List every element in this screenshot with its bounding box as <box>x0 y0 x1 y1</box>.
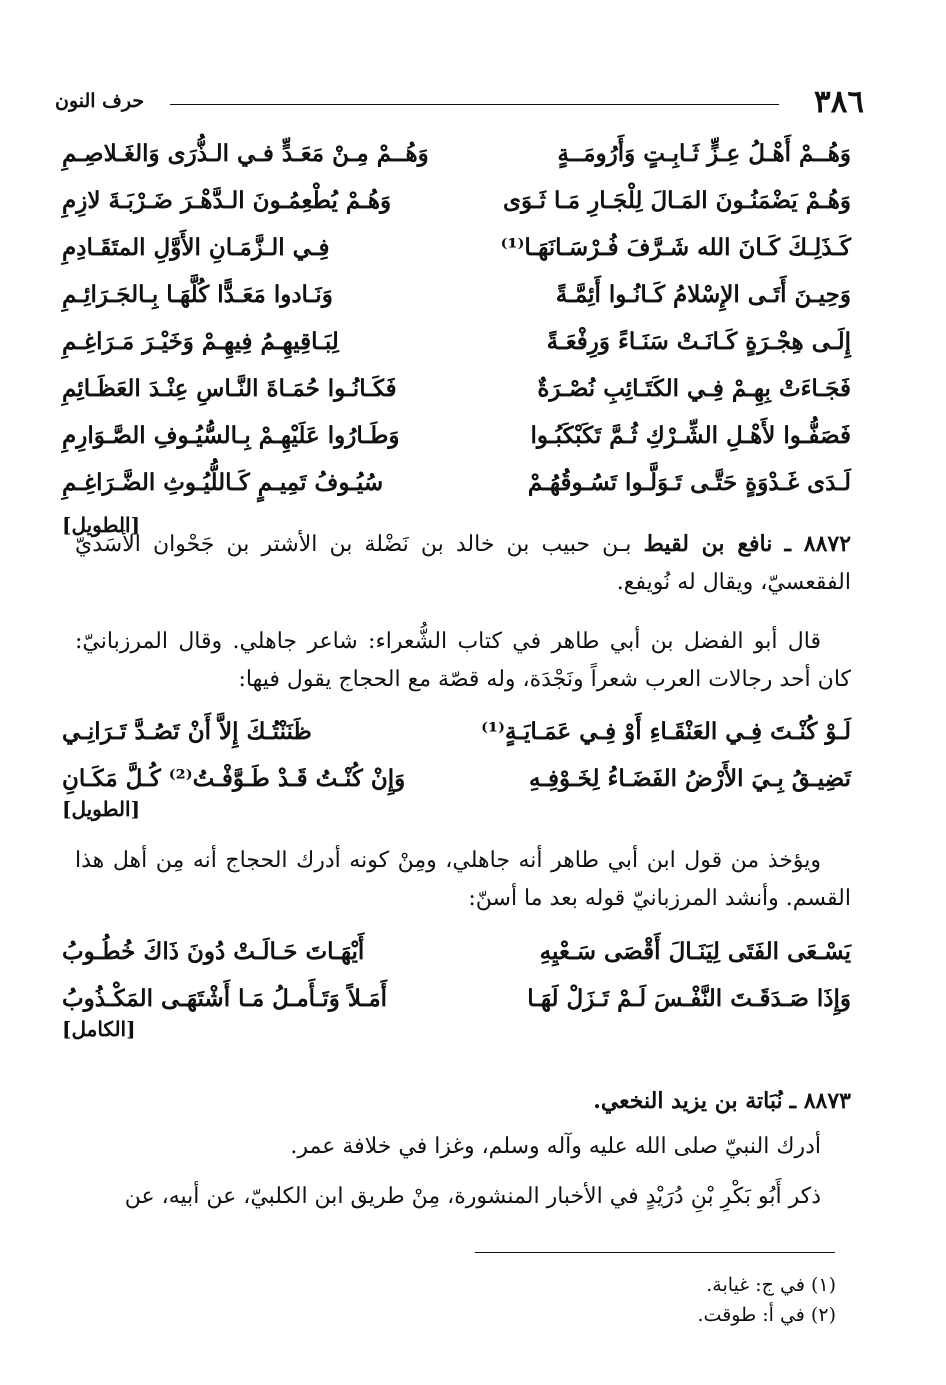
paragraph: ويؤخذ من قول ابن أبي طاهر أنه جاهلي، ومِنْ كونه أدرك الحجاج أنه مِن أهل هذا القسم. وأنشد المرزبانيّ قوله بعد ما أسنّ: <box>75 848 851 911</box>
poem-meter: [الكامل] <box>62 1017 136 1041</box>
verse <box>62 177 851 224</box>
paragraph: ذكر أَبُو بَكْرِ بْنِ دُرَيْدٍ في الأخبار المنشورة، مِنْ طريق ابن الكلبيّ، عن أبيه، عن <box>124 1184 821 1209</box>
hemistich-second: وَنَـادوا مَعَـدًّا كُلَّهَـا بِـالجَـرَائِـمِ <box>62 281 333 308</box>
hemistich-first: لَـوْ كُنْـتَ فِـي العَنْقَـاءِ أَوْ فِـي عَمَـايَـةٍ⁽¹⁾ <box>481 718 851 745</box>
poem-1 <box>62 130 851 537</box>
paragraph: أدرك النبيّ صلى الله عليه وآله وسلم، وغزا في خلافة عمر. <box>290 1134 821 1159</box>
poem-3 <box>62 928 851 1041</box>
footnotes <box>698 1270 837 1330</box>
entry-lineage: بـن حبيب بن خالد بن نَضْلة بن الأشتر بن جَحْوان الأسَديّ الفقعسيّ، ويقال له نُويفع. <box>75 532 851 595</box>
verse <box>62 224 851 271</box>
verse <box>62 271 851 318</box>
verse <box>62 412 851 459</box>
hemistich-second: وَإِنْ كُنْـتُ قَـدْ طَـوَّفْـتُ⁽²⁾ كُـلَّ مَكَـانِ <box>62 765 406 792</box>
entry-number: ٨٨٧٢ ـ <box>784 531 852 557</box>
hemistich-first: فَجَـاءَتْ بِهِـمْ فِـي الكَتَـائِبِ نُصْـرَةٌ <box>537 375 851 402</box>
entry-number: ٨٨٧٣ ـ <box>789 1088 851 1114</box>
hemistich-first: كَـذَلِـكَ كَـانَ الله شَـرَّفَ فُـرْسَـانَهَـا⁽¹⁾ <box>500 234 851 261</box>
verse <box>62 365 851 412</box>
hemistich-second: سُيُـوفُ تَمِيـمٍ كَـاللُّيُـوثِ الضَّـرَاغِـمِ <box>62 469 384 496</box>
hemistich-first: وَحِيـنَ أَتَـى الإِسْلامُ كَـانُـوا أَئِمَّـةً <box>555 281 851 308</box>
page-number: ٣٨٦ <box>814 84 864 120</box>
running-title: حرف النون <box>55 90 145 112</box>
footnote-rule <box>475 1252 835 1253</box>
hemistich-first: لَـدَى غَـدْوَةٍ حَتَّـى تَـوَلَّـوا تَسُـوقُهُـمْ <box>527 469 851 496</box>
page-header <box>55 82 864 122</box>
header-rule <box>170 104 779 105</box>
verse <box>62 318 851 365</box>
entry-paragraph <box>75 525 851 602</box>
entry-paragraph <box>75 1082 851 1121</box>
verse <box>62 975 851 1022</box>
hemistich-first: يَسْـعَى الفَتَى لِيَنَـالَ أَقْصَى سَـعْيِهِ <box>539 938 851 965</box>
hemistich-first: فَصَفُّـوا لأَهْـلِ الشِّـرْكِ ثُـمَّ تَكَبْكَبُـوا <box>530 422 851 449</box>
hemistich-second: أَمَـلاً وَتَـأَمـلُ مَـا أَشْتَهَـى المَكْـذُوبُ <box>62 985 388 1012</box>
hemistich-first: وَهُــمْ أَهْـلُ عِـزٍّ ثَـابِـتٍ وَأَرُومَــةٍ <box>557 140 851 167</box>
entry-name: نافع بن لقيط <box>643 531 773 557</box>
verse <box>62 755 851 802</box>
hemistich-first: وَهُـمْ يَضْمَنُـونَ المَـالَ لِلْجَـارِ مَـا ثَـوَى <box>503 187 851 214</box>
hemistich-first: وَإِذَا صَـدَقَـتَ النَّفْـسَ لَـمْ تَـزَلْ لَهَـا <box>527 985 851 1012</box>
verse <box>62 708 851 755</box>
hemistich-second: لِبَـاقِيهِـمُ فِيهِـمْ وَخَيْـرَ مَـرَاغِـمِ <box>62 328 339 355</box>
hemistich-second: وَهُــمْ مِـنْ مَعَـدٍّ فـي الـذُّرَى وَالغَـلاصِـمِ <box>62 140 429 167</box>
hemistich-second: ظَنَنْتُـكَ إِلاَّ أَنْ تَصُـدَّ تَـرَانِـي <box>62 718 312 745</box>
footnote: (٢) في أ: طوقت. <box>697 1304 836 1326</box>
poem-2 <box>62 708 851 821</box>
footnote: (١) في ج: غيابة. <box>706 1274 836 1296</box>
poem-meter: [الطويل] <box>62 797 141 821</box>
entry-name: نُبَاتة بن يزيد النخعي. <box>593 1088 783 1114</box>
hemistich-first: إِلَـى هِجْـرَةٍ كَـانَـتْ سَنَـاءً وَرِفْعَـةً <box>546 328 851 355</box>
poem-meter: [الطويل] <box>62 513 141 537</box>
verse <box>62 130 851 177</box>
hemistich-first: تَضِيـقُ بِـيَ الأَرْضُ الفَضَـاءُ لِخَـوْفِـهِ <box>528 765 851 792</box>
hemistich-second: فِـي الـزَّمَـانِ الأَوَّلِ المتَقَـادِمِ <box>62 234 330 261</box>
verse <box>62 459 851 506</box>
hemistich-second: وَطَـارُوا عَلَيْهِـمْ بِـالسُّيُـوفِ الصَّـوَارِمِ <box>62 422 400 449</box>
paragraph: قال أبو الفضل بن أبي طاهر في كتاب الشُّعراء: شاعر جاهلي. وقال المرزبانيّ: كان أحد رجالات العرب شعراً ونَجْدَة، وله قصّة مع الحجاج يقول فيها: <box>75 629 851 692</box>
hemistich-second: فَكَـانُـوا حُمَـاةَ النَّـاسِ عِنْـدَ العَظَـائِمِ <box>62 375 397 402</box>
verse <box>62 928 851 975</box>
hemistich-second: أَيْهَـاتَ حَـالَـتْ دُونَ ذَاكَ خُطُـوبُ <box>62 938 365 965</box>
hemistich-second: وَهُـمْ يُطْعِمُـونَ الـدَّهْـرَ ضَـرْبَـةَ لازِمِ <box>62 187 392 214</box>
